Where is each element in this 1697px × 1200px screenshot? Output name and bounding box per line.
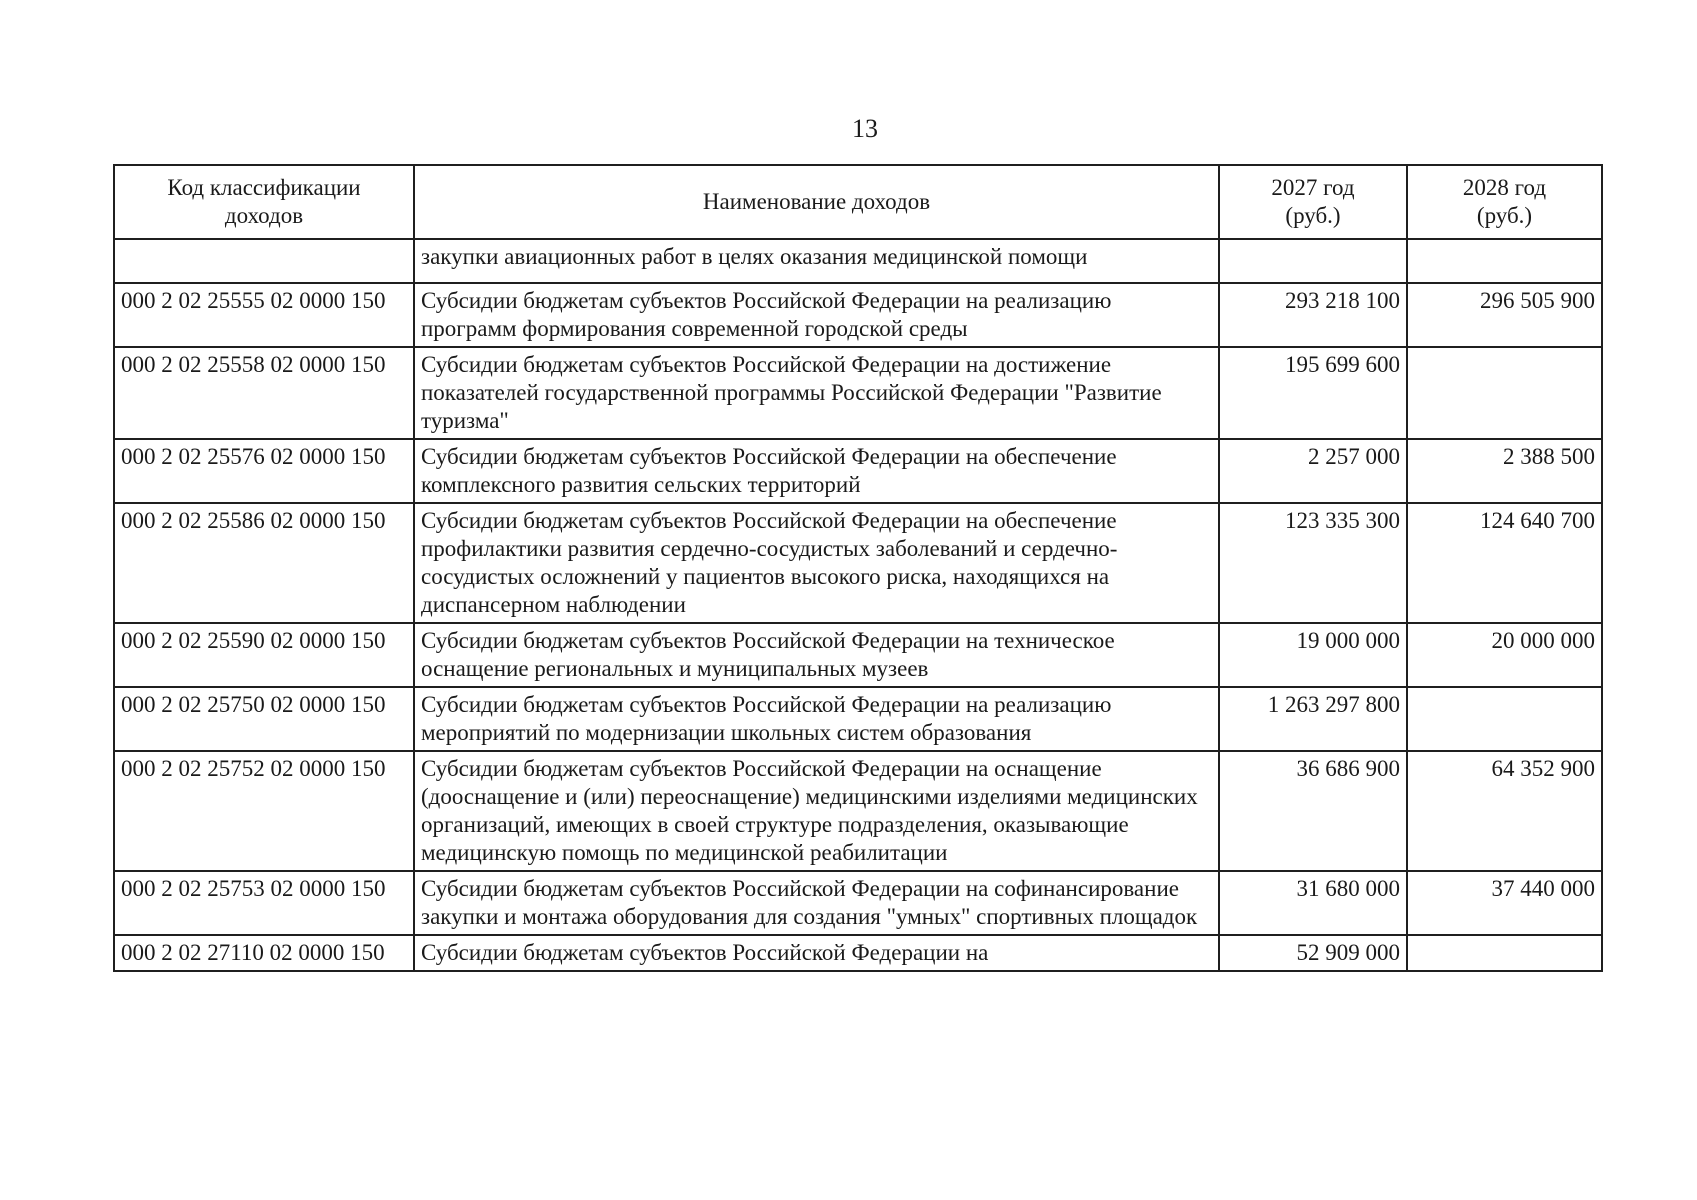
header-code-line2: доходов <box>224 203 304 228</box>
table-row <box>114 283 1602 347</box>
cell-name: Субсидии бюджетам субъектов Российской Федерации на оснащение (дооснащение и (или) переоснащение) медицинскими изделиями медицинских организаций, имеющих в своей структуре подразделения, оказывающие медицинскую помощь по медицинской реабилитации <box>414 751 1219 871</box>
cell-code: 000 2 02 25555 02 0000 150 <box>114 283 414 347</box>
cell-code: 000 2 02 25753 02 0000 150 <box>114 871 414 935</box>
cell-code: 000 2 02 25752 02 0000 150 <box>114 751 414 871</box>
cell-code: 000 2 02 25576 02 0000 150 <box>114 439 414 503</box>
cell-2027: 2 257 000 <box>1219 439 1407 503</box>
cell-2028: 296 505 900 <box>1407 283 1602 347</box>
page-number: 13 <box>852 114 878 143</box>
cell-2028: 124 640 700 <box>1407 503 1602 623</box>
cell-name: Субсидии бюджетам субъектов Российской Федерации на реализацию мероприятий по модернизации школьных систем образования <box>414 687 1219 751</box>
revenue-table <box>113 164 1603 972</box>
table-row <box>114 871 1602 935</box>
header-2028 <box>1407 165 1602 239</box>
cell-2028: 37 440 000 <box>1407 871 1602 935</box>
cell-2028 <box>1407 239 1602 283</box>
header-2028-line2: (руб.) <box>1476 203 1533 228</box>
cell-name: Субсидии бюджетам субъектов Российской Федерации на обеспечение профилактики развития сердечно-сосудистых заболеваний и сердечно-сосудистых осложнений у пациентов высокого риска, находящихся на диспансерном наблюдении <box>414 503 1219 623</box>
cell-name: Субсидии бюджетам субъектов Российской Федерации на реализацию программ формирования современной городской среды <box>414 283 1219 347</box>
cell-name: Субсидии бюджетам субъектов Российской Федерации на <box>414 935 1219 971</box>
table-row <box>114 751 1602 871</box>
cell-2028 <box>1407 347 1602 439</box>
header-name: Наименование доходов <box>414 165 1219 239</box>
cell-name: Субсидии бюджетам субъектов Российской Федерации на техническое оснащение региональных и муниципальных музеев <box>414 623 1219 687</box>
cell-code: 000 2 02 27110 02 0000 150 <box>114 935 414 971</box>
cell-2028 <box>1407 687 1602 751</box>
table-row <box>114 439 1602 503</box>
table-row <box>114 239 1602 283</box>
cell-2027: 31 680 000 <box>1219 871 1407 935</box>
cell-name: закупки авиационных работ в целях оказания медицинской помощи <box>414 239 1219 283</box>
cell-code: 000 2 02 25558 02 0000 150 <box>114 347 414 439</box>
cell-2028: 64 352 900 <box>1407 751 1602 871</box>
cell-2028 <box>1407 935 1602 971</box>
table-row <box>114 623 1602 687</box>
header-code-line1: Код классификации <box>167 175 361 200</box>
cell-code: 000 2 02 25586 02 0000 150 <box>114 503 414 623</box>
cell-code: 000 2 02 25750 02 0000 150 <box>114 687 414 751</box>
cell-2027 <box>1219 239 1407 283</box>
cell-2027: 123 335 300 <box>1219 503 1407 623</box>
table-row <box>114 935 1602 971</box>
cell-2028: 2 388 500 <box>1407 439 1602 503</box>
cell-2027: 36 686 900 <box>1219 751 1407 871</box>
table-row <box>114 503 1602 623</box>
cell-2027: 293 218 100 <box>1219 283 1407 347</box>
cell-name: Субсидии бюджетам субъектов Российской Федерации на обеспечение комплексного развития сельских территорий <box>414 439 1219 503</box>
header-code <box>114 165 414 239</box>
cell-2027: 1 263 297 800 <box>1219 687 1407 751</box>
cell-name: Субсидии бюджетам субъектов Российской Федерации на достижение показателей государственной программы Российской Федерации "Развитие туризма" <box>414 347 1219 439</box>
table-row <box>114 687 1602 751</box>
table-header-row <box>114 165 1602 239</box>
cell-name: Субсидии бюджетам субъектов Российской Федерации на софинансирование закупки и монтажа оборудования для создания "умных" спортивных площадок <box>414 871 1219 935</box>
header-2027-line2: (руб.) <box>1285 203 1341 228</box>
cell-2027: 52 909 000 <box>1219 935 1407 971</box>
header-2027-line1: 2027 год <box>1271 175 1355 200</box>
cell-code <box>114 239 414 283</box>
cell-2027: 195 699 600 <box>1219 347 1407 439</box>
cell-code: 000 2 02 25590 02 0000 150 <box>114 623 414 687</box>
cell-2028: 20 000 000 <box>1407 623 1602 687</box>
header-2028-line1: 2028 год <box>1462 175 1547 200</box>
cell-2027: 19 000 000 <box>1219 623 1407 687</box>
header-2027 <box>1219 165 1407 239</box>
table-row <box>114 347 1602 439</box>
